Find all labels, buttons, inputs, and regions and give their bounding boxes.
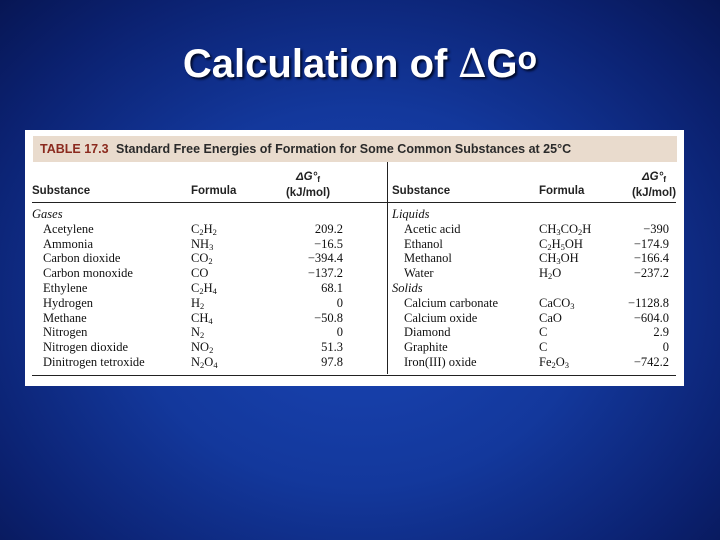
substance-name: Acetic acid (404, 221, 461, 236)
substance-name: Carbon dioxide (43, 251, 121, 266)
formula: $N_2$ (191, 325, 205, 341)
table-row (25, 355, 685, 370)
free-energy-value: −237.2 (633, 266, 669, 281)
header-formula-left: Formula (191, 185, 237, 197)
category-row (25, 281, 685, 296)
substance-name: Graphite (404, 340, 448, 355)
substance-name: Acetylene (43, 221, 94, 236)
header-rule (32, 202, 676, 203)
substance-name: Iron(III) oxide (404, 355, 477, 369)
free-energy-value: −137.2 (307, 266, 343, 281)
substance-name: Ethanol (404, 236, 443, 251)
table-row (25, 222, 685, 237)
free-energy-value: −1128.8 (628, 295, 669, 310)
table-row (25, 237, 685, 252)
delta-symbol: ∆ (458, 41, 487, 87)
free-energy-value: 68.1 (321, 281, 343, 295)
formula: $N_2O_4$ (191, 355, 218, 370)
substance-name: Diamond (404, 325, 451, 340)
free-energy-value: −394.4 (307, 251, 343, 266)
table-caption-text: Standard Free Energies of Formation for Some Common Substances at 25°C (116, 142, 572, 156)
title-superscript: o (517, 40, 538, 76)
table-row (25, 251, 685, 266)
header-substance-left: Substance (32, 185, 91, 197)
substance-name: Ethylene (43, 281, 88, 295)
formula: $Fe_2O_3$ (539, 355, 570, 370)
formula: C (539, 325, 548, 340)
dg-units: (kJ/mol) (285, 187, 331, 199)
header-substance-right: Substance (392, 185, 451, 197)
formula: $C_2H_4$ (191, 281, 217, 296)
formula: $NO_2$ (191, 340, 214, 356)
table-card (25, 130, 684, 386)
bottom-rule (32, 375, 676, 376)
category-label: Solids (392, 281, 423, 295)
dg-units: (kJ/mol) (631, 187, 677, 199)
formula: $H_2$ (191, 295, 205, 311)
dg-subscript: f (317, 174, 321, 184)
free-energy-value: −604.0 (633, 310, 669, 325)
header-formula-right: Formula (539, 185, 585, 197)
header-dg-right (621, 170, 687, 200)
substance-name: Nitrogen dioxide (43, 340, 129, 355)
formula: C (539, 340, 548, 355)
free-energy-value: 0 (336, 325, 343, 340)
substance-name: Carbon monoxide (43, 266, 133, 281)
free-energy-value: −16.5 (314, 236, 343, 251)
substance-name: Water (404, 266, 434, 281)
formula: $C_2H_2$ (191, 221, 217, 237)
substance-name: Ammonia (43, 236, 93, 251)
free-energy-value: −742.2 (633, 355, 669, 369)
table-row (25, 296, 685, 311)
title-g: G (486, 42, 518, 86)
slide-title (0, 40, 720, 87)
table-row (25, 311, 685, 326)
table-number: TABLE 17.3 (40, 142, 109, 156)
substance-name: Methane (43, 310, 87, 325)
category-label: Gases (32, 207, 63, 221)
substance-name: Calcium oxide (404, 310, 478, 325)
formula: $CH_3CO_2H$ (539, 221, 592, 237)
free-energy-value: −390 (643, 221, 669, 236)
table-caption (33, 136, 677, 162)
substance-name: Nitrogen (43, 325, 88, 340)
free-energy-value: −50.8 (314, 310, 343, 325)
formula: $H_2O$ (539, 266, 562, 282)
free-energy-value: 97.8 (321, 355, 343, 369)
header-dg-left (275, 170, 341, 200)
table-row (25, 340, 685, 355)
dg-symbol: ΔG° (641, 171, 664, 183)
formula: CaCO$_3$ (539, 295, 575, 311)
free-energy-value: −166.4 (633, 251, 669, 266)
free-energy-value: 209.2 (314, 221, 343, 236)
free-energy-value: 2.9 (653, 325, 669, 340)
formula: CO (191, 266, 209, 281)
substance-name: Calcium carbonate (404, 295, 499, 310)
substance-name: Methanol (404, 251, 452, 266)
formula: $CH_4$ (191, 310, 213, 326)
free-energy-value: 0 (336, 295, 343, 310)
substance-name: Hydrogen (43, 295, 93, 310)
dg-subscript: f (663, 174, 667, 184)
title-prefix: Calculation of (182, 42, 459, 86)
category-row (25, 207, 685, 222)
formula: $CO_2$ (191, 251, 213, 267)
formula: $C_2H_5OH$ (539, 236, 583, 252)
formula: $CH_3OH$ (539, 251, 579, 267)
dg-symbol: ΔG° (295, 171, 318, 183)
free-energy-value: −174.9 (633, 236, 669, 251)
free-energy-value: 0 (662, 340, 669, 355)
table-row (25, 325, 685, 340)
free-energy-value: 51.3 (321, 340, 343, 355)
formula: $NH_3$ (191, 236, 214, 252)
table-row (25, 266, 685, 281)
substance-name: Dinitrogen tetroxide (43, 355, 145, 369)
category-label: Liquids (392, 207, 430, 221)
formula: CaO (539, 310, 562, 325)
